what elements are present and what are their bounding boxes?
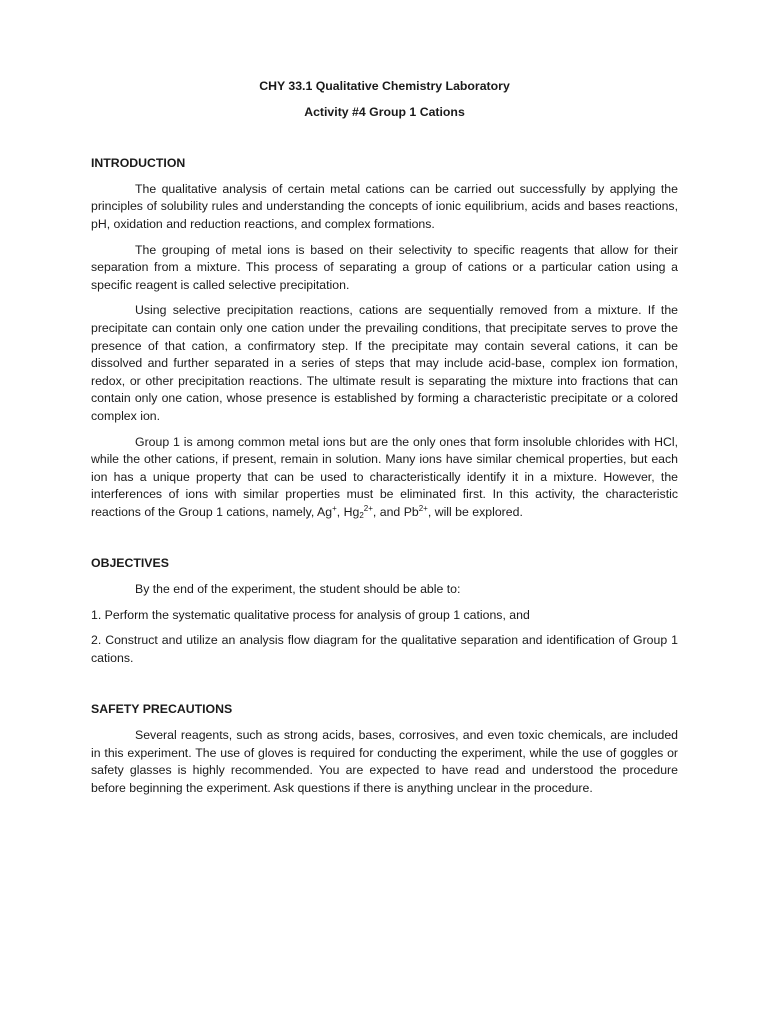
silver-ion: Ag+ (317, 503, 337, 519)
objective-item-1: 1. Perform the systematic qualitative process for analysis of group 1 cations, and (91, 607, 530, 622)
objective-item-2: 2. Construct and utilize an analysis flow diagram for the qualitative separation and identification of Group 1 cations. (91, 633, 678, 665)
paragraph-4-text-end: , will be explored. (427, 504, 523, 519)
introduction-paragraph-3: Using selective precipitation reactions, cations are sequentially removed from a mixture. If the precipitate can contain only one cation under the prevailing conditions, that precipitate serves to prove the presence of that cation, a confirmatory step. If the precipitate may contain several cations, it can be dissolved and further separated in a series of steps that may include acid-base, complex ion formation, redox, or other precipitation reactions. The ultimate result is separating the mixture into fractions that can contain only one cation, whose presence is established by forming a characteristic precipitate or a colored complex ion. (91, 303, 678, 423)
lead-ion: $Pb^{2+}$ (403, 503, 428, 519)
safety-paragraph: Several reagents, such as strong acids, bases, corrosives, and even toxic chemicals, are included in this experiment. The use of gloves is required for conducting the experiment, while the use of goggles or safety glasses is highly recommended. You are expected to have read and understood the procedure before beginning the experiment. Ask questions if there is anything unclear in the procedure. (91, 728, 678, 795)
introduction-paragraph-4: Group 1 is among common metal ions but are the only ones that form insoluble chlorides with HCl, while the other cations, if present, remain in solution. Many ions have similar chemical properties, but each ion has a unique property that can be used to characteristically identify it in a mixture. However, the interferences of ions with similar properties must be eliminated first. In this activity, the characteristic reactions of the Group 1 cations, namely, Ag+, $Hg_2^{2+}$, and $Pb^{2+}$, will be explored. (91, 434, 678, 520)
paragraph-4-text-start: Group 1 is among common metal ions but are the only ones that form insoluble chlorides with HCl, while the other cations, if present, remain in solution. Many ions have similar chemical properties, but each ion has a unique property that can be used to characteristically identify it in a mixture. However, the interferences of ions with similar properties must be eliminated first. In this activity, the characteristic reactions of the Group 1 cations, namely, (91, 434, 678, 519)
objectives-lead: By the end of the experiment, the student should be able to: (135, 582, 461, 597)
introduction-paragraph-1: The qualitative analysis of certain metal cations can be carried out successfully by applying the principles of solubility rules and understanding the concepts of ionic equilibrium, acids and bases reactions, pH, oxidation and reduction reactions, and complex formations. (91, 181, 678, 231)
introduction-heading: INTRODUCTION (91, 156, 186, 171)
safety-heading: SAFETY PRECAUTIONS (91, 702, 233, 717)
objectives-heading: OBJECTIVES (91, 556, 169, 571)
course-title: CHY 33.1 Qualitative Chemistry Laboratory (259, 79, 510, 93)
activity-title: Activity #4 Group 1 Cations (304, 104, 465, 119)
mercury-ion: $Hg_2^{2+}$ (343, 503, 373, 520)
introduction-paragraph-2: The grouping of metal ions is based on their selectivity to specific reagents that allow for their separation from a mixture. This process of separating a group of cations or a particular cation using a specific reagent is called selective precipitation. (91, 242, 678, 292)
